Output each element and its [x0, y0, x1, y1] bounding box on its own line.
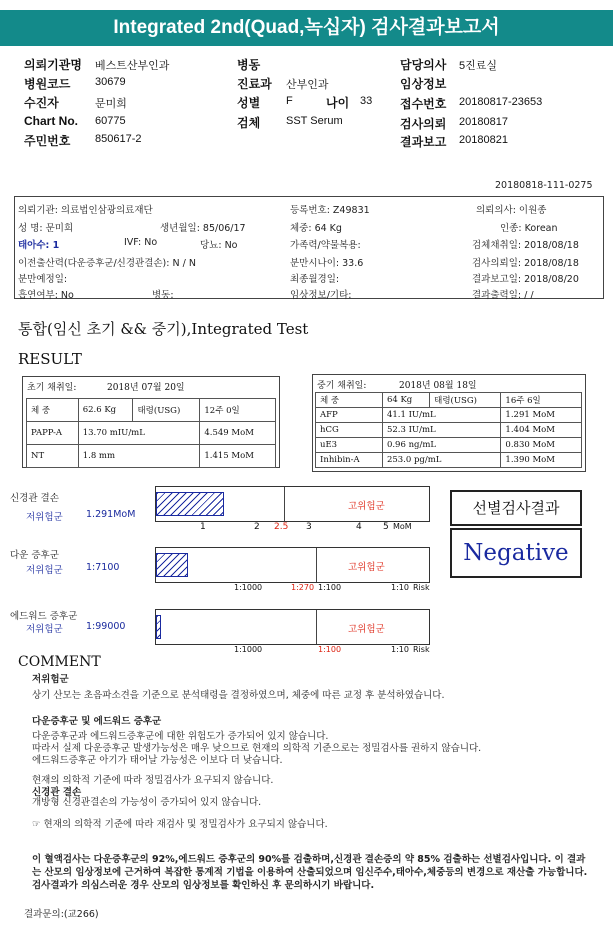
risk-edwards-label: 저위험군: [26, 624, 63, 635]
risk-ntd-fill: [156, 492, 224, 516]
info-family-history: 가족력/약물복용:: [290, 240, 361, 251]
table-row: [27, 422, 276, 445]
comment-h2: 다운증후군 및 에드워드 증후군: [32, 716, 162, 727]
info-smoking: 흡연여부: No: [18, 290, 74, 301]
mid-date-label: 중기 채취일:: [317, 381, 367, 391]
early-ga-label: 태령(USG): [133, 399, 200, 422]
info-lmp: 최종월경일:: [290, 274, 340, 285]
mid-marker-value: 52.3 IU/mL: [382, 423, 500, 438]
risk-down-name: 다운 증후군: [10, 550, 59, 561]
tick-label: 1:10: [391, 583, 409, 592]
risk-down-bar: [155, 547, 430, 583]
early-marker-mom: 1.415 MoM: [200, 445, 276, 468]
risk-ntd-bar: [155, 486, 430, 522]
comment-footer: 결과문의:(교266): [24, 909, 99, 920]
risk-ntd-label: 저위험군: [26, 512, 63, 523]
mid-date: 2018년 08월 18일: [399, 381, 477, 391]
info-prior-birth: 이전출산력(다운증후군/신경관결손): N / N: [18, 258, 196, 269]
early-date: 2018년 07월 20일: [107, 383, 185, 393]
tick-label: 1:1000: [234, 583, 263, 592]
tick-label: Risk: [413, 645, 430, 654]
specimen-value: SST Serum: [286, 115, 343, 127]
mid-marker-value: 0.96 ng/mL: [382, 438, 500, 453]
screening-result: Negative: [450, 528, 582, 578]
clinical-info-label: 임상정보: [400, 77, 447, 91]
tick-label: 1:1000: [234, 645, 263, 654]
info-fetus-count: 태아수: 1: [18, 240, 60, 251]
tick-label: Risk: [413, 583, 430, 592]
info-org: 의뢰기관: 의료법인삼광의료재단: [18, 205, 153, 216]
chart-no-label: Chart No.: [24, 114, 78, 128]
request-date-value: 20180817: [459, 116, 508, 128]
comment-p3a: 개방형 신경관결손의 가능성이 증가되어 있지 않습니다.: [32, 797, 262, 808]
info-ivf: IVF: No: [124, 237, 158, 248]
tick-label: MoM: [393, 522, 412, 531]
mid-ga: 16주 6일: [501, 393, 582, 408]
mid-weight-label: 체 중: [316, 393, 383, 408]
report-date-label: 결과보고: [400, 135, 447, 149]
early-ga: 12주 0일: [200, 399, 276, 422]
mid-marker-value: 41.1 IU/mL: [382, 408, 500, 423]
doctor-label: 담당의사: [400, 58, 447, 72]
early-weight: 62.6 Kg: [78, 399, 133, 422]
patient-info-header: [0, 50, 613, 158]
resident-no-label: 주민번호: [24, 134, 71, 148]
info-doctor: 의뢰의사: 이원종: [476, 205, 547, 216]
patient-value: 문미희: [95, 98, 127, 110]
risk-edwards-high: 고위험군: [348, 624, 385, 635]
info-clinical: 임상정보/기타:: [290, 290, 352, 301]
mid-results-box: [312, 374, 586, 472]
risk-down-value: 1:7100: [86, 562, 120, 573]
info-delivery-age: 분만시나이: 33.6: [290, 258, 364, 269]
early-table: [26, 398, 276, 468]
risk-down-high: 고위험군: [348, 562, 385, 573]
hospital-code-value: 30679: [95, 76, 126, 88]
mid-marker: hCG: [316, 423, 383, 438]
receipt-no-value: 20180817-23653: [459, 96, 543, 108]
mid-marker: AFP: [316, 408, 383, 423]
result-heading: RESULT: [18, 350, 82, 368]
dept-label: 진료과: [237, 77, 272, 91]
doc-number: 20180818-111-0275: [495, 180, 593, 191]
age-label: 나이: [326, 96, 350, 110]
ward-label: 병동: [237, 58, 261, 72]
info-reg-no: 등록번호: Z49831: [290, 205, 370, 216]
tick-label: 2.5: [274, 522, 289, 532]
table-row: [27, 445, 276, 468]
early-marker: NT: [27, 445, 79, 468]
risk-edwards-name: 에드워드 증후군: [10, 611, 78, 622]
risk-edwards-bar: [155, 609, 430, 645]
mid-marker-mom: 1.390 MoM: [501, 453, 582, 468]
comment-p2b: 따라서 실제 다운증후군 발생가능성은 매우 낮으므로 현재의 의학적 기준으로는 정밀검사를 권하지 않습니다.: [32, 743, 482, 754]
comment-p2d: 현재의 의학적 기준에 따라 정밀검사가 요구되지 않습니다.: [32, 775, 274, 786]
info-due-date: 분만예정일:: [18, 274, 68, 285]
info-report-date: 결과보고일: 2018/08/20: [472, 274, 579, 285]
report-title: Integrated 2nd(Quad,녹십자) 검사결과보고서: [0, 10, 613, 46]
mid-marker-mom: 1.404 MoM: [501, 423, 582, 438]
table-row: [316, 453, 582, 468]
table-row: [316, 423, 582, 438]
tick-label: 3: [306, 522, 312, 532]
info-ward: 병동:: [152, 290, 174, 301]
early-marker-mom: 4.549 MoM: [200, 422, 276, 445]
risk-edwards-fill: [156, 615, 161, 639]
risk-down-label: 저위험군: [26, 565, 63, 576]
comment-p1: 상기 산모는 초음파소견을 기준으로 분석태령을 결정하였으며, 체중에 따른 교정 후 분석하였습니다.: [32, 690, 445, 701]
table-row: [316, 408, 582, 423]
risk-ntd-high: 고위험군: [348, 501, 385, 512]
early-results-box: [22, 376, 280, 468]
age-value: 33: [360, 95, 373, 107]
comment-heading: COMMENT: [18, 654, 101, 670]
risk-edwards-value: 1:99000: [86, 621, 126, 632]
early-marker-value: 1.8 mm: [78, 445, 200, 468]
patient-label: 수진자: [24, 96, 59, 110]
info-diabetes: 당뇨: No: [200, 240, 238, 251]
comment-p2a: 다운증후군과 에드워드증후군에 대한 위험도가 증가되어 있지 않습니다.: [32, 731, 329, 742]
mid-table: [315, 392, 582, 468]
risk-ntd-name: 신경관 결손: [10, 493, 59, 504]
mid-marker-mom: 1.291 MoM: [501, 408, 582, 423]
info-weight: 체중: 64 Kg: [290, 223, 342, 234]
mid-marker-mom: 0.830 MoM: [501, 438, 582, 453]
tick-label: 5: [383, 522, 389, 532]
info-race: 인종: Korean: [500, 223, 558, 234]
tick-label: 1:270: [291, 583, 315, 592]
tick-label: 1: [200, 522, 206, 532]
mid-marker: Inhibin-A: [316, 453, 383, 468]
mid-ga-label: 태령(USG): [430, 393, 501, 408]
resident-no-value: 850617-2: [95, 133, 142, 145]
test-title: 통합(임신 초기 && 중기),Integrated Test: [18, 320, 309, 338]
chart-no-value: 60775: [95, 115, 126, 127]
comment-p4: 이 혈액검사는 다운증후군의 92%,에드워드 증후군의 90%를 검출하며,신경관 결손증의 약 85% 검출하는 선별검사입니다. 이 결과는 산모의 임상정보에 근거하여 복잡한 통계적 기법을 이용하여 산출되었으며 임신주수,태아수,체중등의 변경으로 재산출 가능합니다. 검사결과가 의심스러운 경우 산모의 임상정보를 확인하신 후 문의하시기 바랍니다.: [32, 854, 588, 891]
mid-marker-value: 253.0 pg/mL: [382, 453, 500, 468]
mid-weight: 64 Kg: [382, 393, 429, 408]
sex-value: F: [286, 95, 293, 107]
info-print-date: 결과출력일: / /: [472, 290, 534, 301]
table-row: [316, 438, 582, 453]
info-dob: 생년월일: 85/06/17: [160, 223, 246, 234]
screening-title: 선별검사결과: [450, 490, 582, 526]
report-date-value: 20180821: [459, 134, 508, 146]
info-request-date: 검사의뢰일: 2018/08/18: [472, 258, 579, 269]
tick-label: 1:10: [391, 645, 409, 654]
early-marker-value: 13.70 mIU/mL: [78, 422, 200, 445]
early-weight-label: 체 중: [27, 399, 79, 422]
comment-h3: 신경관 결손: [32, 787, 82, 798]
dept-value: 산부인과: [286, 79, 329, 91]
hospital-code-label: 병원코드: [24, 77, 71, 91]
risk-down-fill: [156, 553, 188, 577]
tick-label: 2: [254, 522, 260, 532]
comment-p3b: ☞ 현재의 의학적 기준에 따라 재검사 및 정밀검사가 요구되지 않습니다.: [32, 819, 328, 830]
info-sample-date: 검체채취일: 2018/08/18: [472, 240, 579, 251]
comment-low-risk: 저위험군: [32, 674, 69, 685]
receipt-no-label: 접수번호: [400, 97, 447, 111]
sex-label: 성별: [237, 96, 261, 110]
tick-label: 1:100: [318, 583, 342, 592]
doctor-value: 5진료실: [459, 60, 497, 72]
early-marker: PAPP-A: [27, 422, 79, 445]
org-label: 의뢰기관명: [24, 58, 82, 72]
specimen-label: 검체: [237, 116, 261, 130]
org-value: 베스트산부인과: [95, 60, 170, 72]
early-date-label: 초기 채취일:: [27, 383, 77, 393]
risk-ntd-value: 1.291MoM: [86, 509, 136, 520]
tick-label: 1:100: [318, 645, 342, 654]
scanned-report: [0, 160, 613, 930]
request-date-label: 검사의뢰: [400, 117, 447, 131]
mid-marker: uE3: [316, 438, 383, 453]
tick-label: 4: [356, 522, 362, 532]
info-name: 성 명: 문미희: [18, 223, 74, 234]
comment-p2c: 에드워드증후군 아기가 태어날 가능성은 이보다 더 낮습니다.: [32, 755, 283, 766]
